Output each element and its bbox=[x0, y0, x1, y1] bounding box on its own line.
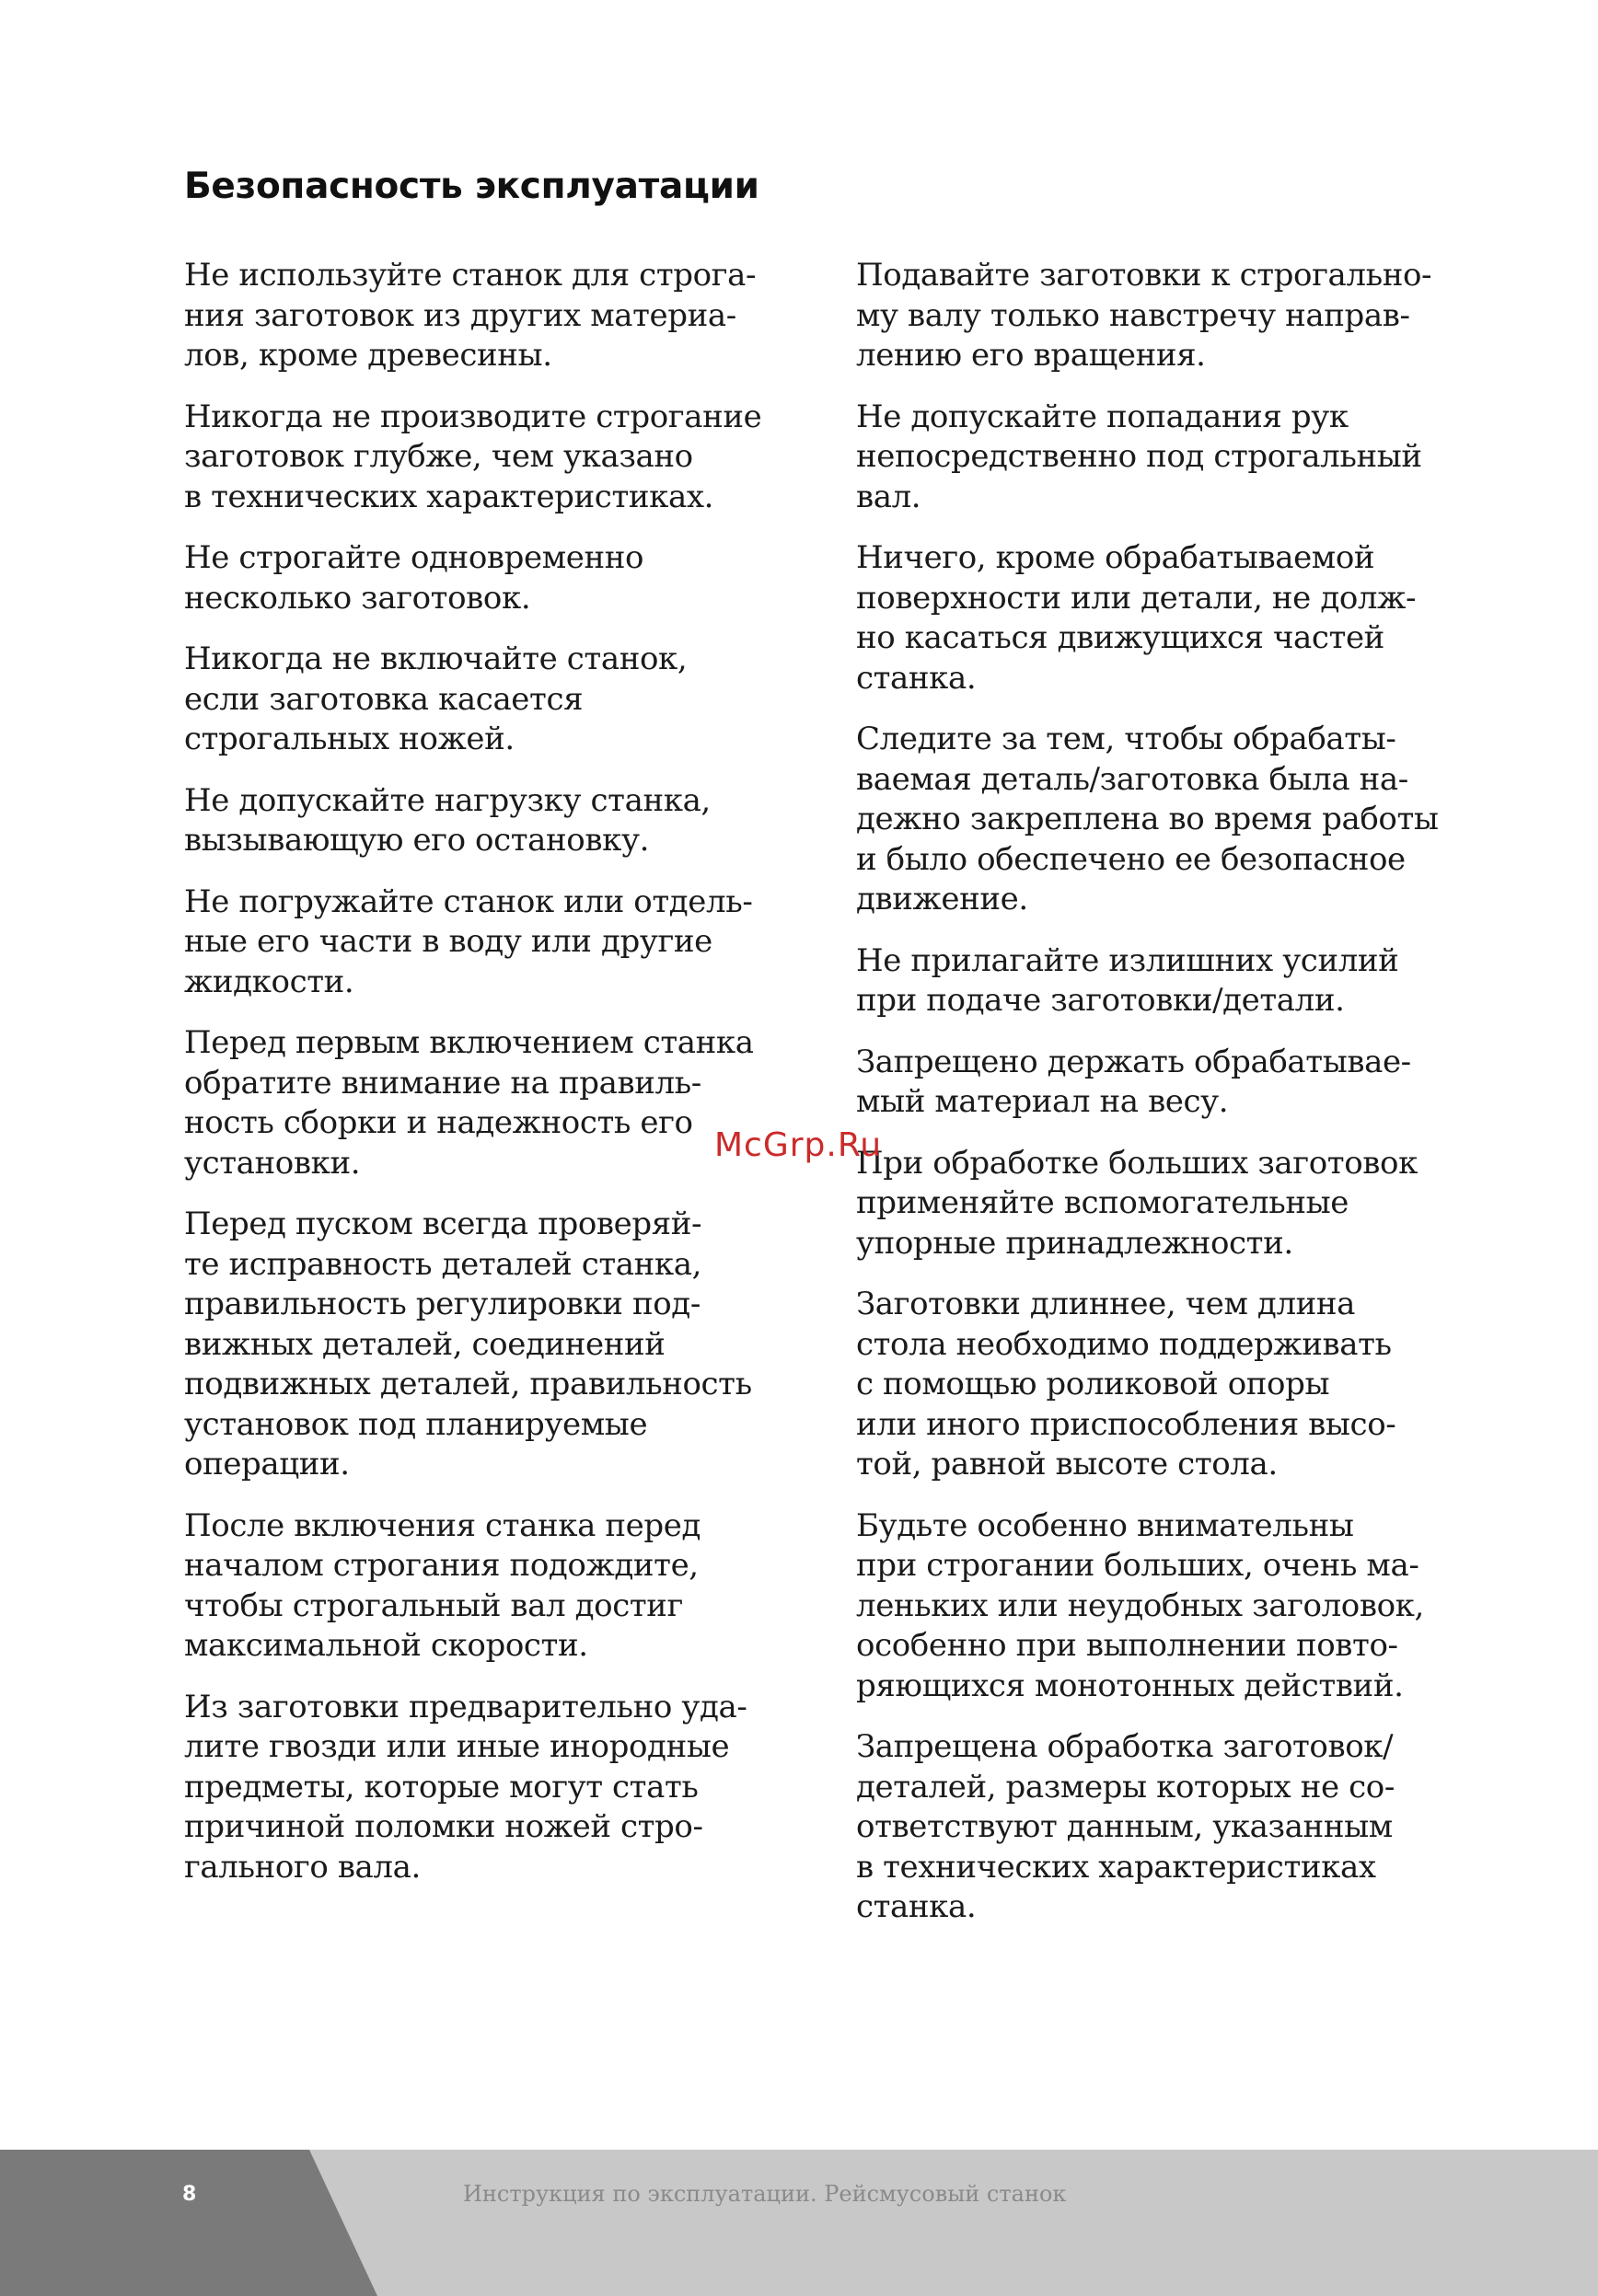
safety-paragraph: Из заготовки предварительно уда- лите гвозди или иные инородные предметы, которые могут стать причиной поломки ножей стро- гального вала. bbox=[184, 1688, 747, 1886]
safety-paragraph: Не используйте станок для строга- ния заготовок из других материа- лов, кроме древесины. bbox=[184, 257, 757, 374]
safety-paragraph: При обработке больших заготовок применяйте вспомогательные упорные принадлежности. bbox=[856, 1144, 1418, 1262]
safety-paragraph: Перед первым включением станка обратите внимание на правиль- ность сборки и надежность его установки. bbox=[184, 1024, 754, 1182]
safety-paragraph: Заготовки длиннее, чем длина стола необходимо поддерживать с помощью роликовой опоры или иного приспособления высо- той, равной высоте стола. bbox=[856, 1286, 1396, 1483]
left-column bbox=[184, 256, 819, 1909]
right-column bbox=[856, 256, 1491, 1949]
page-number: 8 bbox=[182, 2183, 197, 2206]
safety-paragraph: Не строгайте одновременно несколько заготовок. bbox=[184, 539, 644, 617]
safety-paragraph: Не допускайте попадания рук непосредственно под строгальный вал. bbox=[856, 398, 1422, 515]
safety-paragraph: Не допускайте нагрузку станка, вызывающую его остановку. bbox=[184, 781, 711, 859]
safety-paragraph: После включения станка перед началом строгания подождите, чтобы строгальный вал достиг максимальной скорости. bbox=[184, 1506, 701, 1664]
safety-paragraph: Будьте особенно внимательны при строгании больших, очень ма- леньких или неудобных заголовок, особенно при выполнении повто- ряющихся монотонных действий. bbox=[856, 1506, 1424, 1704]
safety-paragraph: Никогда не включайте станок, если заготовка касается строгальных ножей. bbox=[184, 640, 688, 757]
safety-paragraph: Следите за тем, чтобы обрабаты- ваемая деталь/заготовка была на- дежно закреплена во время работы и было обеспечено ее безопасное движение. bbox=[856, 721, 1439, 917]
footer-document-title: Инструкция по эксплуатации. Рейсмусовый станок bbox=[463, 2181, 1067, 2207]
safety-paragraph: Ничего, кроме обрабатываемой поверхности или детали, не долж- но касаться движущихся частей станка. bbox=[856, 539, 1417, 697]
safety-paragraph: Запрещено держать обрабатывае- мый материал на весу. bbox=[856, 1043, 1411, 1120]
safety-paragraph: Никогда не производите строгание заготовок глубже, чем указано в технических характеристиках. bbox=[184, 398, 762, 515]
safety-paragraph: Не погружайте станок или отдель- ные его части в воду или другие жидкости. bbox=[184, 883, 753, 1000]
safety-paragraph: Подавайте заготовки к строгально- му валу только навстречу направ- лению его вращения. bbox=[856, 257, 1432, 374]
page-title: Безопасность эксплуатации bbox=[184, 166, 759, 207]
safety-paragraph: Запрещена обработка заготовок/ деталей, размеры которых не со- ответствуют данным, указанным в технических характеристиках станка. bbox=[856, 1728, 1395, 1925]
watermark: McGrp.Ru bbox=[714, 1126, 883, 1164]
safety-paragraph: Перед пуском всегда проверяй- те исправность деталей станка, правильность регулировки под- вижных деталей, соединений подвижных деталей, правильность установок под планируемые операции. bbox=[184, 1206, 752, 1483]
safety-paragraph: Не прилагайте излишних усилий при подаче заготовки/детали. bbox=[856, 941, 1399, 1019]
